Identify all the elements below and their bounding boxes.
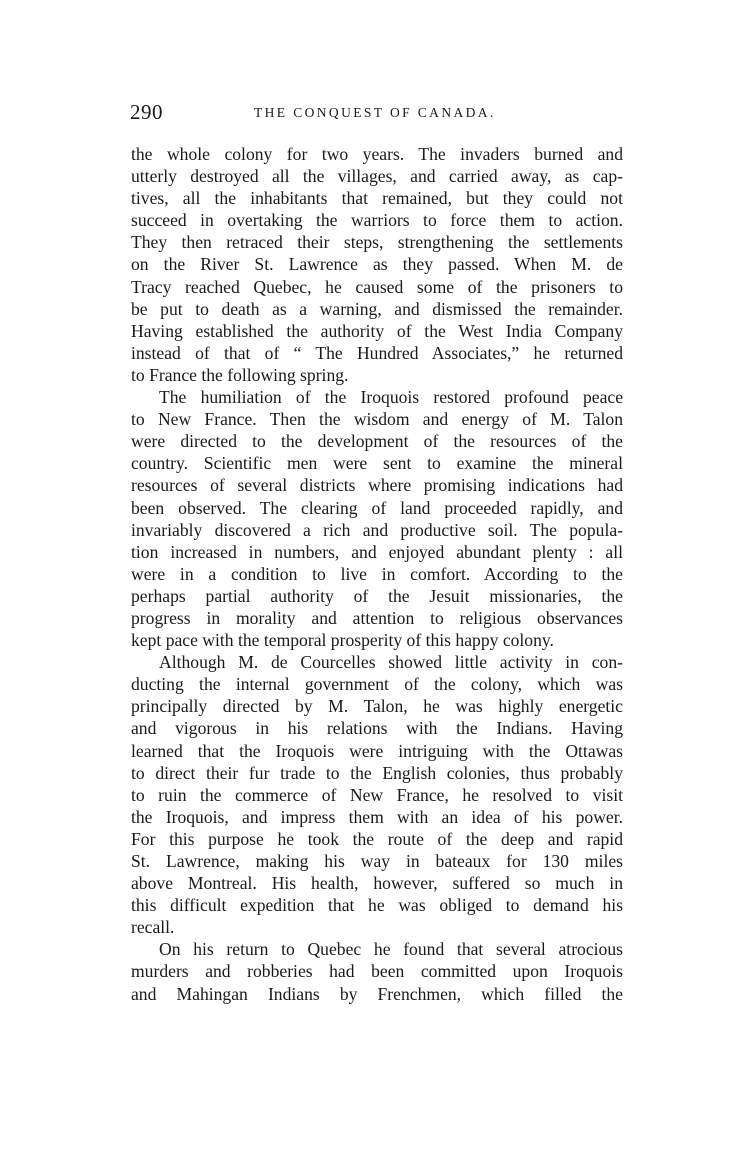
text-line: to direct their fur trade to the English colonies, thus probably bbox=[131, 762, 623, 783]
text-line: ducting the internal government of the colony, which was bbox=[131, 674, 623, 695]
text-line: been observed. The clearing of land proceeded rapidly, and bbox=[131, 497, 623, 518]
text-line: resources of several districts where promising indications had bbox=[131, 475, 623, 496]
text-line: the Iroquois, and impress them with an idea of his power. bbox=[131, 806, 623, 827]
text-line: be put to death as a warning, and dismissed the remainder. bbox=[131, 298, 623, 319]
text-line: murders and robberies had been committed upon Iroquois bbox=[131, 961, 623, 982]
text-line: kept pace with the temporal prosperity of this happy colony. bbox=[131, 630, 554, 651]
text-line: to ruin the commerce of New France, he resolved to visit bbox=[131, 784, 623, 805]
text-line: principally directed by M. Talon, he was highly energetic bbox=[131, 696, 623, 717]
page-header bbox=[130, 100, 630, 126]
text-line: perhaps partial authority of the Jesuit missionaries, the bbox=[131, 585, 623, 606]
text-line: on the River St. Lawrence as they passed. When M. de bbox=[131, 254, 623, 275]
text-line: tion increased in numbers, and enjoyed abundant plenty : all bbox=[131, 541, 623, 562]
text-line: to France the following spring. bbox=[131, 364, 349, 385]
text-line: succeed in overtaking the warriors to force them to action. bbox=[131, 210, 623, 231]
text-line: progress in morality and attention to religious observances bbox=[131, 607, 623, 628]
text-line: learned that the Iroquois were intriguing with the Ottawas bbox=[131, 740, 623, 761]
text-line: utterly destroyed all the villages, and carried away, as cap- bbox=[131, 166, 623, 187]
text-line: Tracy reached Quebec, he caused some of the prisoners to bbox=[131, 276, 623, 297]
body-text bbox=[131, 143, 623, 1005]
text-line: invariably discovered a rich and productive soil. The popula- bbox=[131, 519, 623, 540]
text-line: and vigorous in his relations with the Indians. Having bbox=[131, 718, 623, 739]
text-line: Having established the authority of the West India Company bbox=[131, 320, 623, 341]
text-line: St. Lawrence, making his way in bateaux for 130 miles bbox=[131, 851, 623, 871]
page-number: 290 bbox=[130, 100, 163, 124]
text-line: were directed to the development of the resources of the bbox=[131, 431, 623, 452]
paragraph bbox=[131, 651, 623, 938]
text-line: the whole colony for two years. The invaders burned and bbox=[131, 144, 623, 164]
paragraph bbox=[131, 938, 623, 1004]
text-line: above Montreal. His health, however, suffered so much in bbox=[131, 873, 623, 894]
paragraph bbox=[131, 386, 623, 651]
paragraph bbox=[131, 143, 623, 386]
text-line: For this purpose he took the route of the deep and rapid bbox=[131, 828, 623, 849]
text-line: The humiliation of the Iroquois restored profound peace bbox=[159, 387, 623, 408]
text-line: were in a condition to live in comfort. According to the bbox=[131, 563, 623, 584]
text-line: recall. bbox=[131, 917, 175, 938]
text-line: tives, all the inhabitants that remained, but they could not bbox=[131, 188, 623, 209]
text-line: instead of that of “ The Hundred Associates,” he returned bbox=[131, 342, 623, 363]
text-line: Although M. de Courcelles showed little activity in con- bbox=[159, 652, 623, 673]
text-line: They then retraced their steps, strengthening the settlements bbox=[131, 232, 623, 253]
running-title: THE CONQUEST OF CANADA. bbox=[254, 105, 496, 120]
text-line: and Mahingan Indians by Frenchmen, which filled the bbox=[131, 983, 623, 1004]
text-line: this difficult expedition that he was obliged to demand his bbox=[131, 895, 623, 916]
text-line: On his return to Quebec he found that several atrocious bbox=[159, 939, 623, 960]
text-line: to New France. Then the wisdom and energy of M. Talon bbox=[131, 409, 623, 430]
text-line: country. Scientific men were sent to examine the mineral bbox=[131, 453, 623, 474]
